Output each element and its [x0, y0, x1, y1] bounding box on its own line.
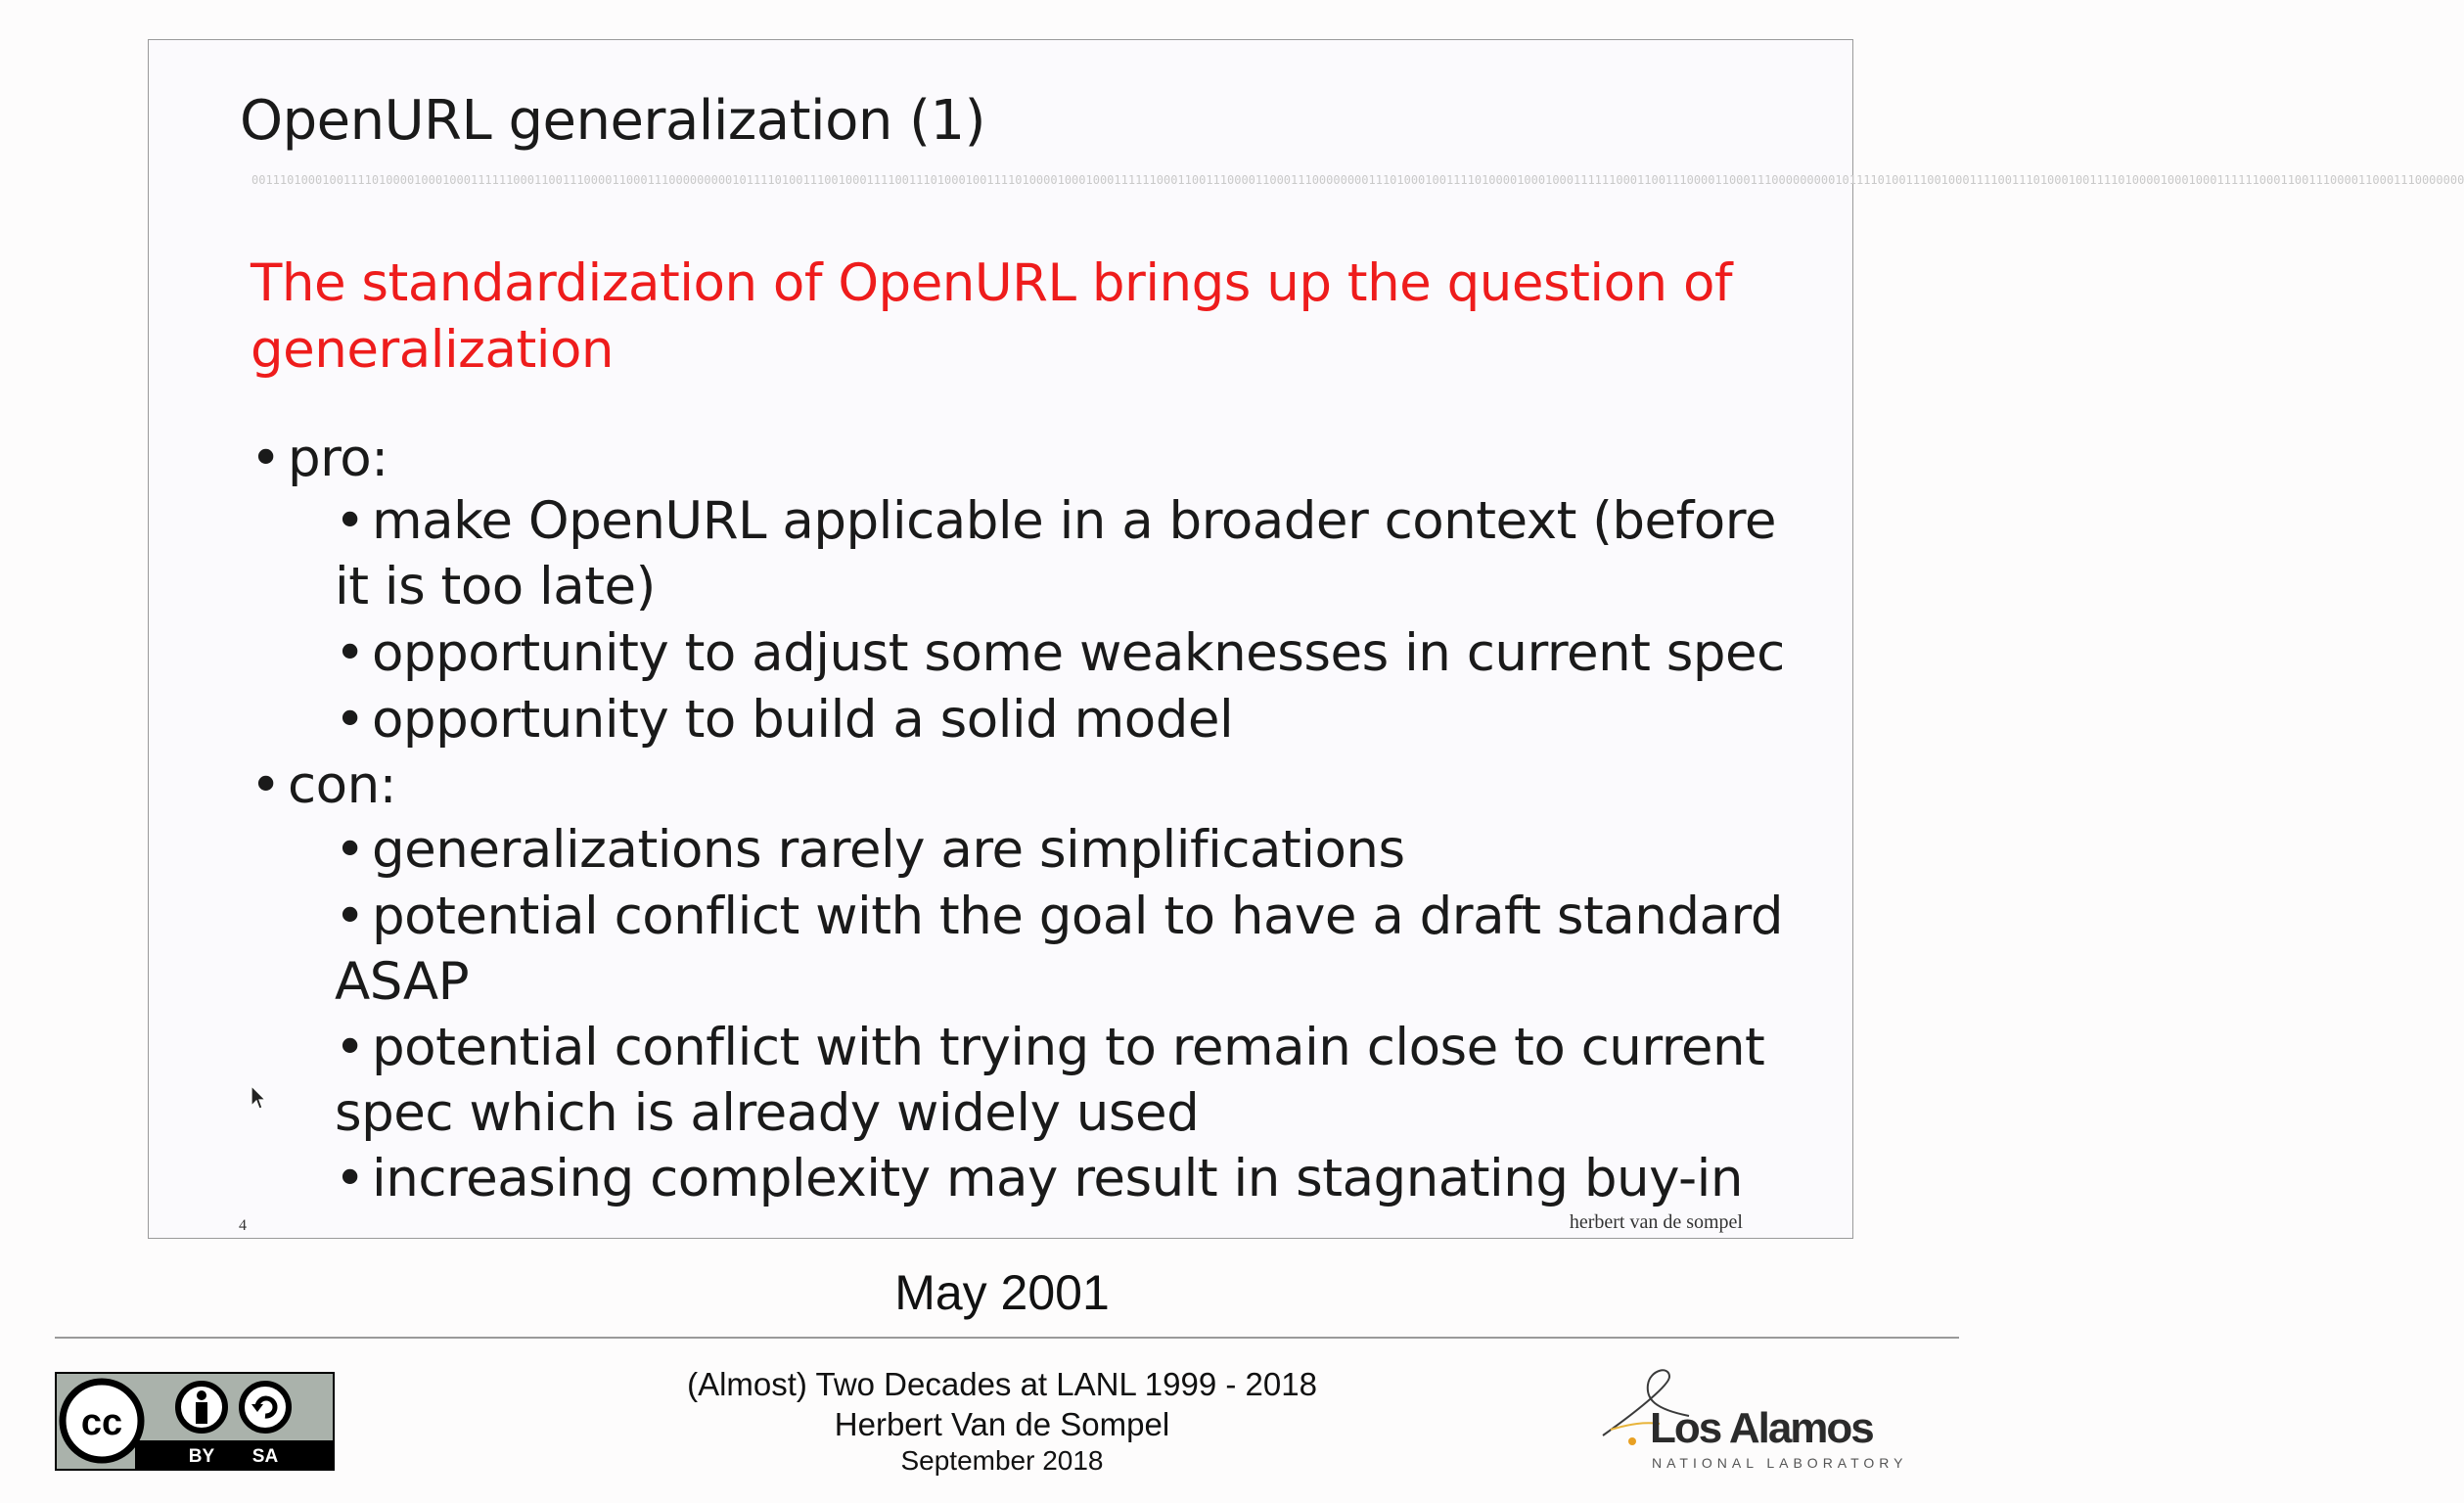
date-caption: May 2001 [894, 1265, 1110, 1320]
sa-label: SA [251, 1446, 279, 1467]
slide-title: OpenURL generalization (1) [240, 89, 985, 153]
con-item-continued: spec which is already widely used [335, 1083, 1200, 1143]
pro-item: • opportunity to adjust some weaknesses in current spec [335, 623, 1785, 683]
footer-date: September 2018 [900, 1445, 1104, 1476]
bullet-icon: • [335, 820, 365, 880]
bullet-icon: • [335, 690, 365, 750]
con-item-continued: ASAP [335, 952, 470, 1012]
footer-divider [55, 1337, 1959, 1339]
footer-title: (Almost) Two Decades at LANL 1999 - 2018 [687, 1366, 1317, 1402]
con-item: • increasing complexity may result in stagnating buy-in [335, 1149, 1743, 1208]
slide-author: herbert van de sompel [1569, 1211, 1743, 1233]
con-heading: • con: [251, 755, 397, 815]
bullet-icon: • [251, 429, 281, 488]
bullet-icon: • [335, 491, 365, 551]
bullet-icon: • [335, 1018, 365, 1077]
logo-name: Los Alamos [1650, 1404, 1873, 1452]
pro-item: • make OpenURL applicable in a broader context (before [335, 491, 1776, 551]
binary-divider: 0011101000100111101000010001000111111000110011100001100011100000000010111101001110010001111001110100010011110100001000100011111100011001110000110001110000000011101000100111101000010001000111111000110011100001100011100000000010111101001110010001111001110100010011110100001000100011111100011001110000110001110000000 [251, 173, 2464, 187]
pro-heading: • pro: [251, 429, 388, 488]
bullet-icon: • [335, 1149, 365, 1208]
los-alamos-logo [1601, 1365, 1908, 1473]
logo-subtitle: NATIONAL LABORATORY [1652, 1455, 1908, 1471]
cc-icon-text: cc [80, 1402, 123, 1443]
pro-item: • opportunity to build a solid model [335, 690, 1234, 750]
slide-number: 4 [239, 1217, 247, 1234]
con-item: • generalizations rarely are simplifications [335, 820, 1405, 880]
bullet-icon: • [335, 887, 365, 946]
slide-frame [148, 39, 2464, 1239]
bullet-icon: • [335, 623, 365, 683]
pro-item-continued: it is too late) [335, 557, 656, 616]
bullet-icon: • [251, 755, 281, 815]
by-label: BY [188, 1446, 215, 1467]
slide-lead: The standardization of OpenURL brings up the question of generalization [251, 253, 1733, 380]
con-item: • potential conflict with the goal to have a draft standard [335, 887, 1783, 946]
footer-author: Herbert Van de Sompel [834, 1406, 1170, 1442]
con-item: • potential conflict with trying to remain close to current [335, 1018, 1765, 1077]
mouse-cursor-icon [250, 1084, 267, 1112]
